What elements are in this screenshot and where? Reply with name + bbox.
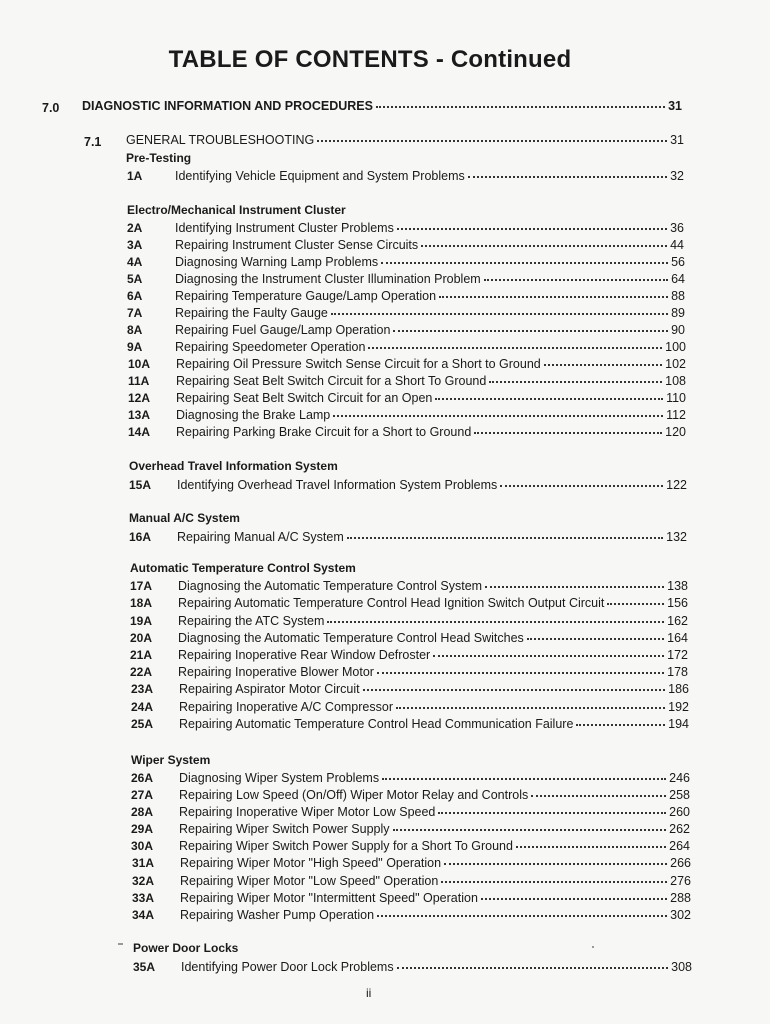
entry-code: 31A [132, 856, 155, 870]
section-row [82, 96, 682, 113]
entry-code: 15A [129, 478, 152, 492]
entry-title: Repairing Wiper Motor "High Speed" Operation [180, 856, 442, 870]
section-number: 7.0 [42, 101, 60, 115]
entry-page: 88 [671, 289, 685, 303]
entry-page: 44 [670, 238, 684, 252]
page-title: TABLE OF CONTENTS - Continued [168, 46, 572, 73]
entry-title: Repairing Wiper Switch Power Supply [179, 822, 390, 836]
toc-entry [130, 576, 688, 593]
entry-code: 4A [127, 255, 143, 269]
entry-page: 90 [671, 323, 685, 337]
dot-leader [397, 216, 667, 230]
dot-leader [474, 420, 662, 434]
entry-title: Repairing Wiper Switch Power Supply for a Short To Ground [179, 839, 513, 853]
entry-title: Diagnosing the Brake Lamp [176, 408, 331, 422]
entry-page: 32 [670, 169, 684, 183]
scan-speck [118, 943, 123, 945]
entry-page: 122 [666, 478, 687, 492]
entry-page: 110 [666, 391, 686, 405]
group-heading-atc: Automatic Temperature Control System [130, 561, 356, 575]
scan-speck [592, 946, 594, 948]
dot-leader [484, 267, 668, 281]
entry-code: 34A [132, 908, 155, 922]
entry-code: 29A [131, 822, 154, 836]
entry-title: Repairing Parking Brake Circuit for a Short to Ground [176, 425, 472, 439]
entry-title: Repairing Automatic Temperature Control Head Communication Failure [179, 717, 574, 731]
dot-leader [481, 886, 667, 900]
entry-title: Repairing Speedometer Operation [175, 340, 366, 354]
entry-code: 20A [130, 631, 153, 645]
entry-code: 13A [128, 408, 151, 422]
entry-page: 100 [665, 340, 686, 354]
entry-title: Repairing Fuel Gauge/Lamp Operation [175, 323, 391, 337]
group-heading-overhead-travel: Overhead Travel Information System [129, 459, 338, 473]
entry-code: 17A [130, 579, 153, 593]
dot-leader [527, 626, 664, 640]
toc-entry [129, 527, 687, 544]
entry-code: 5A [127, 272, 143, 286]
entry-title: Diagnosing Wiper System Problems [179, 771, 380, 785]
entry-title: Repairing Automatic Temperature Control Head Ignition Switch Output Circuit [178, 596, 605, 610]
entry-page: 246 [669, 771, 690, 785]
entry-page: 112 [666, 408, 686, 422]
entry-title: Diagnosing Warning Lamp Problems [175, 255, 379, 269]
entry-page: 178 [667, 665, 688, 679]
entry-title: Diagnosing the Automatic Temperature Control Head Switches [178, 631, 524, 645]
entry-page: 162 [667, 614, 688, 628]
section-title: DIAGNOSTIC INFORMATION AND PROCEDURES [82, 99, 373, 113]
entry-page: 138 [667, 579, 688, 593]
entry-title: Repairing Seat Belt Switch Circuit for a Short To Ground [176, 374, 487, 388]
entry-page: 36 [670, 221, 684, 235]
entry-page: 120 [665, 425, 686, 439]
entry-title: Repairing Wiper Motor "Low Speed" Operation [180, 874, 439, 888]
entry-code: 8A [127, 323, 143, 337]
entry-title: Repairing Washer Pump Operation [180, 908, 375, 922]
toc-entry [132, 853, 691, 870]
dot-leader [397, 955, 669, 969]
entry-code: 35A [133, 960, 156, 974]
entry-code: 32A [132, 874, 155, 888]
dot-leader [516, 834, 666, 848]
entry-title: Repairing Wiper Motor "Intermittent Speed" Operation [180, 891, 478, 905]
group-heading-instrument-cluster: Electro/Mechanical Instrument Cluster [127, 203, 346, 217]
group-heading-power-door-locks: Power Door Locks [133, 941, 239, 955]
entry-title: Identifying Overhead Travel Information System Problems [177, 478, 498, 492]
dot-leader [576, 712, 665, 726]
dot-leader [363, 677, 666, 691]
entry-page: 264 [669, 839, 690, 853]
dot-leader [435, 386, 663, 400]
dot-leader [376, 94, 665, 108]
dot-leader [489, 369, 662, 383]
entry-page: 132 [666, 530, 687, 544]
dot-leader [327, 609, 664, 623]
dot-leader [544, 352, 662, 366]
entry-title: Repairing Manual A/C System [177, 530, 344, 544]
entry-code: 26A [131, 771, 154, 785]
entry-title: Repairing Inoperative A/C Compressor [179, 700, 393, 714]
entry-title: Repairing Oil Pressure Switch Sense Circuit for a Short to Ground [176, 357, 541, 371]
entry-code: 23A [131, 682, 154, 696]
toc-entry [127, 166, 684, 183]
entry-title: Repairing Inoperative Rear Window Defroster [178, 648, 431, 662]
entry-code: 7A [127, 306, 143, 320]
entry-page: 194 [668, 717, 689, 731]
entry-title: Diagnosing the Automatic Temperature Control System [178, 579, 483, 593]
dot-leader [317, 128, 667, 142]
dot-leader [500, 473, 663, 487]
dot-leader [382, 766, 666, 780]
dot-leader [444, 851, 667, 865]
entry-page: 164 [667, 631, 688, 645]
entry-page: 89 [671, 306, 685, 320]
entry-page: 108 [665, 374, 686, 388]
dot-leader [439, 284, 668, 298]
entry-code: 28A [131, 805, 154, 819]
dot-leader [377, 903, 667, 917]
page-number: ii [366, 986, 372, 1000]
entry-page: 56 [671, 255, 685, 269]
dot-leader [421, 233, 667, 247]
entry-title: Repairing Inoperative Blower Motor [178, 665, 374, 679]
entry-code: 30A [131, 839, 154, 853]
entry-code: 33A [132, 891, 155, 905]
dot-leader [393, 817, 667, 831]
dot-leader [377, 660, 664, 674]
entry-code: 24A [131, 700, 154, 714]
dot-leader [441, 869, 667, 883]
group-heading-manual-ac: Manual A/C System [129, 511, 240, 525]
dot-leader [333, 403, 663, 417]
entry-page: 172 [667, 648, 688, 662]
entry-code: 21A [130, 648, 153, 662]
entry-page: 262 [669, 822, 690, 836]
entry-code: 18A [130, 596, 153, 610]
dot-leader [531, 783, 666, 797]
entry-title: Repairing Seat Belt Switch Circuit for an Open [176, 391, 433, 405]
subsection-number: 7.1 [84, 135, 102, 149]
group-heading-pre-testing: Pre-Testing [126, 151, 192, 165]
toc-entry [133, 957, 692, 974]
dot-leader [368, 335, 662, 349]
entry-page: 288 [670, 891, 691, 905]
entry-code: 12A [128, 391, 151, 405]
toc-entry [129, 475, 687, 492]
entry-code: 14A [128, 425, 151, 439]
entry-title: Identifying Power Door Lock Problems [181, 960, 394, 974]
entry-code: 16A [129, 530, 152, 544]
entry-page: 308 [671, 960, 692, 974]
dot-leader [485, 574, 664, 588]
entry-code: 6A [127, 289, 143, 303]
entry-page: 276 [670, 874, 691, 888]
dot-leader [468, 164, 667, 178]
entry-code: 25A [131, 717, 154, 731]
entry-title: Repairing Temperature Gauge/Lamp Operation [175, 289, 437, 303]
toc-entry [130, 593, 688, 610]
entry-code: 9A [127, 340, 143, 354]
dot-leader [347, 525, 663, 539]
toc-entry [128, 422, 686, 439]
entry-code: 3A [127, 238, 143, 252]
dot-leader [396, 695, 665, 709]
entry-title: Repairing Aspirator Motor Circuit [179, 682, 360, 696]
dot-leader [393, 318, 668, 332]
entry-page: 156 [667, 596, 688, 610]
toc-entry [132, 905, 691, 922]
dot-leader [331, 301, 668, 315]
entry-page: 64 [671, 272, 685, 286]
subsection-row [126, 130, 684, 147]
entry-page: 266 [670, 856, 691, 870]
toc-entry [131, 679, 689, 696]
dot-leader [438, 800, 666, 814]
entry-page: 102 [665, 357, 686, 371]
dot-leader [433, 643, 664, 657]
entry-title: Repairing the Faulty Gauge [175, 306, 328, 320]
dot-leader [607, 591, 664, 605]
entry-page: 258 [669, 788, 690, 802]
entry-title: Identifying Vehicle Equipment and System Problems [175, 169, 465, 183]
entry-page: 302 [670, 908, 691, 922]
subsection-title: GENERAL TROUBLESHOOTING [126, 133, 315, 147]
entry-code: 10A [128, 357, 151, 371]
entry-page: 260 [669, 805, 690, 819]
entry-code: 27A [131, 788, 154, 802]
entry-title: Identifying Instrument Cluster Problems [175, 221, 394, 235]
section-page: 31 [668, 99, 682, 113]
dot-leader [381, 250, 668, 264]
entry-code: 2A [127, 221, 143, 235]
entry-title: Repairing Inoperative Wiper Motor Low Speed [179, 805, 436, 819]
entry-code: 22A [130, 665, 153, 679]
entry-code: 11A [128, 374, 150, 388]
entry-title: Repairing Low Speed (On/Off) Wiper Motor Relay and Controls [179, 788, 529, 802]
entry-code: 1A [127, 169, 143, 183]
group-heading-wiper: Wiper System [131, 753, 211, 767]
toc-entry [131, 714, 689, 731]
entry-title: Repairing Instrument Cluster Sense Circuits [175, 238, 419, 252]
subsection-page: 31 [670, 133, 684, 147]
entry-title: Repairing the ATC System [178, 614, 325, 628]
entry-title: Diagnosing the Instrument Cluster Illumination Problem [175, 272, 481, 286]
entry-code: 19A [130, 614, 153, 628]
entry-page: 192 [668, 700, 689, 714]
entry-page: 186 [668, 682, 689, 696]
